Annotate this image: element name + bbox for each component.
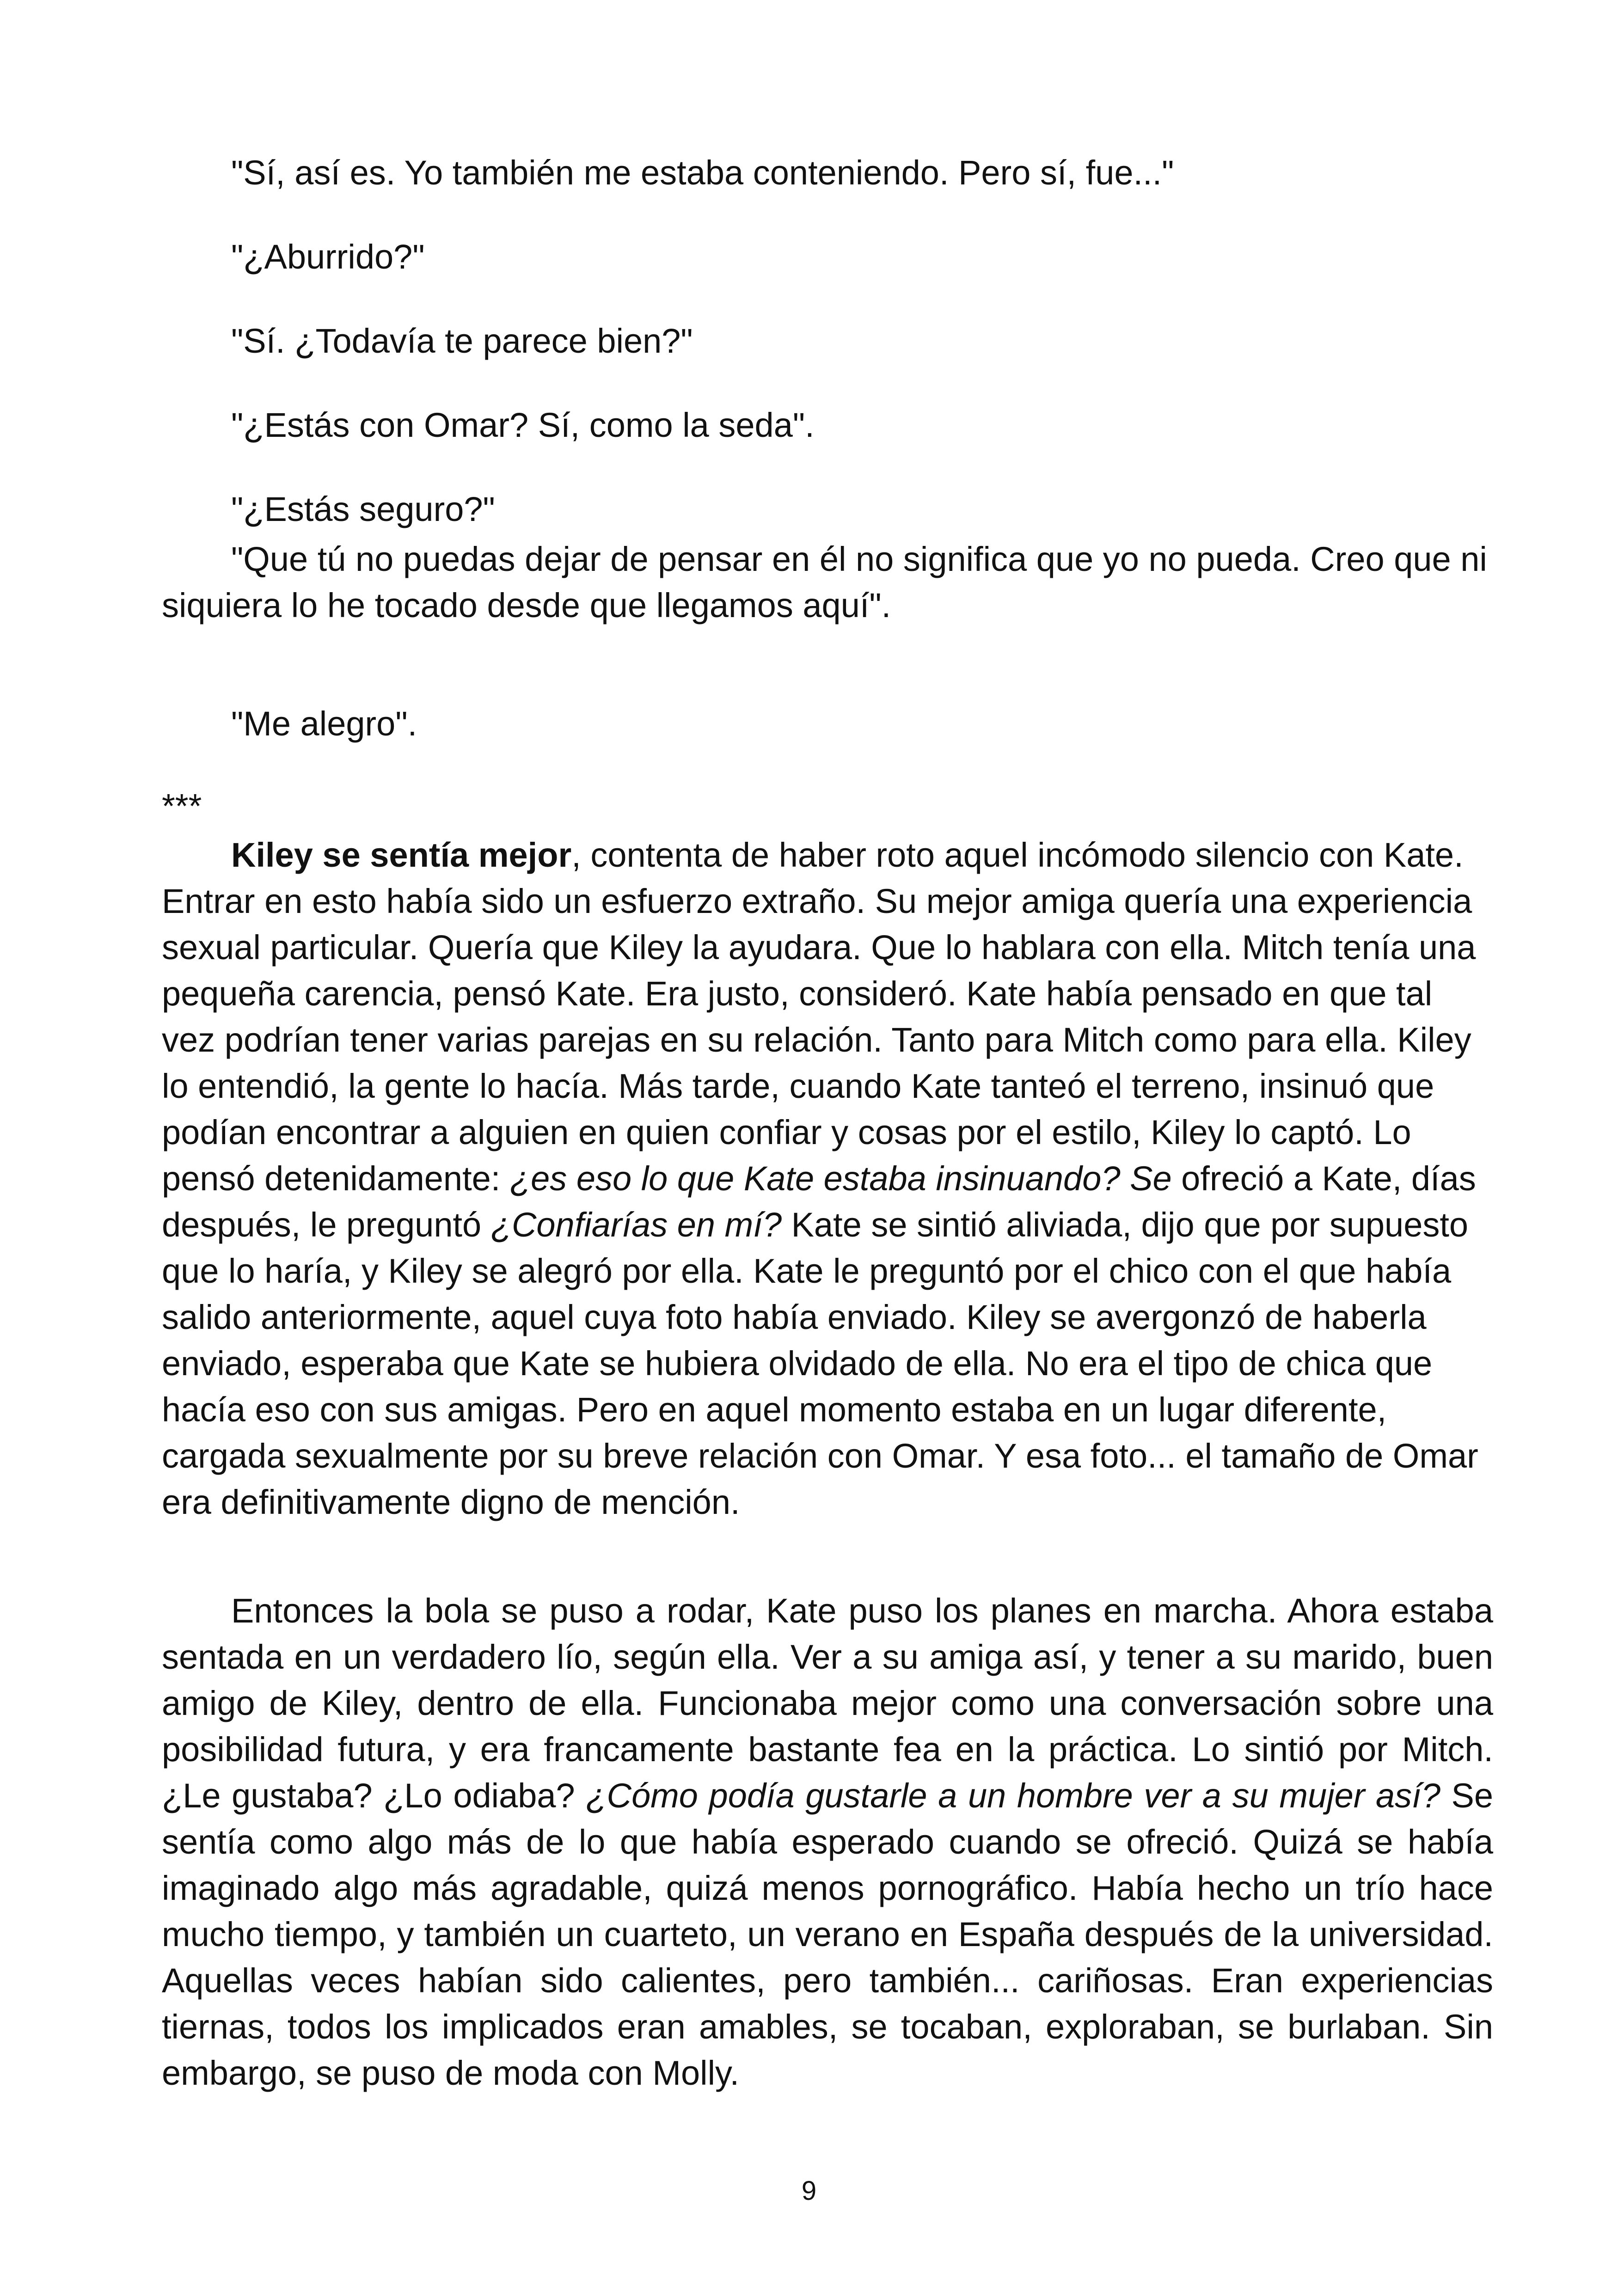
paragraph-1-italic-a: ¿es eso lo que Kate estaba insinuando? Se: [509, 1159, 1172, 1198]
paragraph-1-text-b: ofreció a Kate, días después, le preguntó: [162, 1159, 1476, 1244]
paragraph-1-italic-b: ¿Confiarías en mí?: [490, 1206, 782, 1244]
dialogue-line-5: "¿Estás seguro?": [231, 490, 495, 528]
paragraph-2-text-a: Entonces la bola se puso a rodar, Kate puso los planes en marcha. Ahora estaba sentada en un verdadero lío, según ella. Ver a su amiga así, y tener a su marido, buen amigo de Kiley, dentro de ella. Funcionaba mejor como una conversación sobre una posibilidad futura, y era francamente bastante fea en la práctica. Lo sintió por Mitch. ¿Le gustaba? ¿Lo odiaba?: [162, 1592, 1493, 1815]
paragraph-2: [162, 1588, 1493, 2096]
paragraph-2-italic-a: ¿Cómo podía gustarle a un hombre ver a su mujer así?: [586, 1776, 1440, 1815]
dialogue-line-3: "Sí. ¿Todavía te parece bien?": [231, 322, 693, 360]
dialogue-line-1: "Sí, así es. Yo también me estaba conteniendo. Pero sí, fue...": [231, 153, 1174, 192]
dialogue-line-7: "Me alegro".: [231, 704, 417, 743]
dialogue-line-6: "Que tú no puedas dejar de pensar en él no significa que yo no pueda. Creo que ni siquiera lo he tocado desde que llegamos aquí".: [162, 540, 1487, 625]
section-separator: ***: [162, 787, 202, 825]
paragraph-1-bold-lead: Kiley se sentía mejor: [231, 836, 572, 874]
dialogue-line-2: "¿Aburrido?": [231, 238, 425, 276]
page-number: 9: [801, 2176, 817, 2206]
paragraph-2-text-b: Se sentía como algo más de lo que había esperado cuando se ofreció. Quizá se había imaginado algo más agradable, quizá menos pornográfico. Había hecho un trío hace mucho tiempo, y también un cuarteto, un verano en España después de la universidad. Aquellas veces habían sido calientes, pero también... cariñosas. Eran experiencias tiernas, todos los implicados eran amables, se tocaban, exploraban, se burlaban. Sin embargo, se puso de moda con Molly.: [162, 1776, 1493, 2092]
paragraph-1: [162, 832, 1493, 1525]
dialogue-line-4: "¿Estás con Omar? Sí, como la seda".: [231, 406, 815, 444]
paragraph-1-text-a: , contenta de haber roto aquel incómodo silencio con Kate. Entrar en esto había sido un esfuerzo extraño. Su mejor amiga quería una experiencia sexual particular. Quería que Kiley la ayudara. Que lo hablara con ella. Mitch tenía una pequeña carencia, pensó Kate. Era justo, consideró. Kate había pensado en que tal vez podrían tener varias parejas en su relación. Tanto para Mitch como para ella. Kiley lo entendió, la gente lo hacía. Más tarde, cuando Kate tanteó el terreno, insinuó que podían encontrar a alguien en quien confiar y cosas por el estilo, Kiley lo captó. Lo pensó detenidamente:: [162, 836, 1476, 1198]
paragraph-1-text-c: Kate se sintió aliviada, dijo que por supuesto que lo haría, y Kiley se alegró por ella. Kate le preguntó por el chico con el que había salido anteriormente, aquel cuya foto había enviado. Kiley se avergonzó de haberla enviado, esperaba que Kate se hubiera olvidado de ella. No era el tipo de chica que hacía eso con sus amigas. Pero en aquel momento estaba en un lugar diferente, cargada sexualmente por su breve relación con Omar. Y esa foto... el tamaño de Omar era definitivamente digno de mención.: [162, 1206, 1478, 1521]
